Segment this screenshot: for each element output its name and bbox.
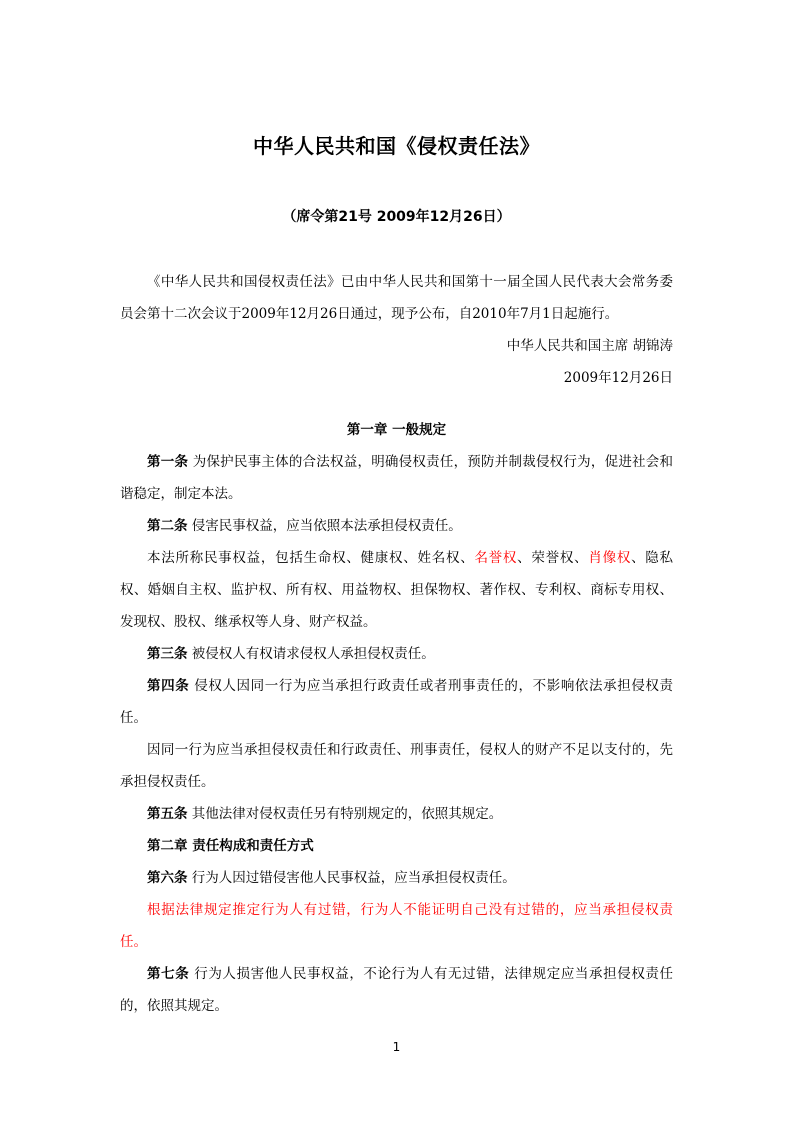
article-7-text: 行为人损害他人民事权益，不论行为人有无过错，法律规定应当承担侵权责任的，依照其规定。	[120, 966, 674, 1014]
highlight-reputation-right: 名誉权	[474, 550, 518, 566]
article-2-p2-part-c: 、隐私权、婚姻自主权、监护权、所有权、用益物权、担保物权、著作权、专利权、商标专用权、发现权、股权、继承权等人身、财产权益。	[120, 550, 674, 630]
article-2	[120, 510, 673, 542]
highlight-portrait-right: 肖像权	[588, 550, 632, 566]
article-3-label: 第三条	[147, 646, 188, 662]
article-4-paragraph-2: 因同一行为应当承担侵权责任和行政责任、刑事责任，侵权人的财产不足以支付的，先承担侵权责任。	[120, 742, 673, 790]
article-5-label: 第五条	[147, 806, 188, 822]
article-2-paragraph-2	[120, 542, 673, 638]
article-7-label: 第七条	[147, 966, 190, 982]
document-subtitle: （席令第21号 2009年12月26日）	[282, 209, 511, 225]
document-title: 中华人民共和国《侵权责任法》	[253, 134, 540, 158]
document-body	[120, 266, 673, 1022]
preamble-signature: 中华人民共和国主席 胡锦涛	[506, 338, 673, 354]
preamble-date: 2009年12月26日	[563, 370, 673, 386]
page-number: 1	[392, 1040, 401, 1054]
chapter2-heading: 第二章 责任构成和责任方式	[147, 838, 314, 854]
article-6-label: 第六条	[147, 870, 188, 886]
article-2-text: 侵害民事权益，应当依照本法承担侵权责任。	[191, 518, 462, 534]
article-1	[120, 446, 673, 510]
chapter1-heading: 第一章 一般规定	[346, 422, 447, 438]
spacer	[120, 394, 673, 414]
article-2-p2-part-a: 本法所称民事权益，包括生命权、健康权、姓名权、	[147, 550, 475, 566]
article-3-text: 被侵权人有权请求侵权人承担侵权责任。	[191, 646, 435, 662]
preamble-text: 《中华人民共和国侵权责任法》已由中华人民共和国第十一届全国人民代表大会常务委员会第十二次会议于2009年12月26日通过，现予公布，自2010年7月1日起施行。	[120, 274, 673, 322]
article-7	[120, 958, 673, 1022]
article-4-label: 第四条	[147, 678, 190, 694]
article-4	[120, 670, 673, 734]
article-5-text: 其他法律对侵权责任另有特别规定的，依照其规定。	[191, 806, 503, 822]
article-4-text: 侵权人因同一行为应当承担行政责任或者刑事责任的，不影响依法承担侵权责任。	[120, 678, 674, 726]
article-1-label: 第一条	[147, 454, 189, 470]
article-6	[120, 862, 673, 894]
article-1-text: 为保护民事主体的合法权益，明确侵权责任，预防并制裁侵权行为，促进社会和谐稳定，制定本法。	[120, 454, 674, 502]
article-5	[120, 798, 673, 830]
article-3	[120, 638, 673, 670]
article-6-text: 行为人因过错侵害他人民事权益，应当承担侵权责任。	[191, 870, 516, 886]
article-6-paragraph-2: 根据法律规定推定行为人有过错，行为人不能证明自己没有过错的，应当承担侵权责任。	[120, 902, 673, 950]
article-2-p2-part-b: 、荣誉权、	[517, 550, 589, 566]
article-2-label: 第二条	[147, 518, 188, 534]
